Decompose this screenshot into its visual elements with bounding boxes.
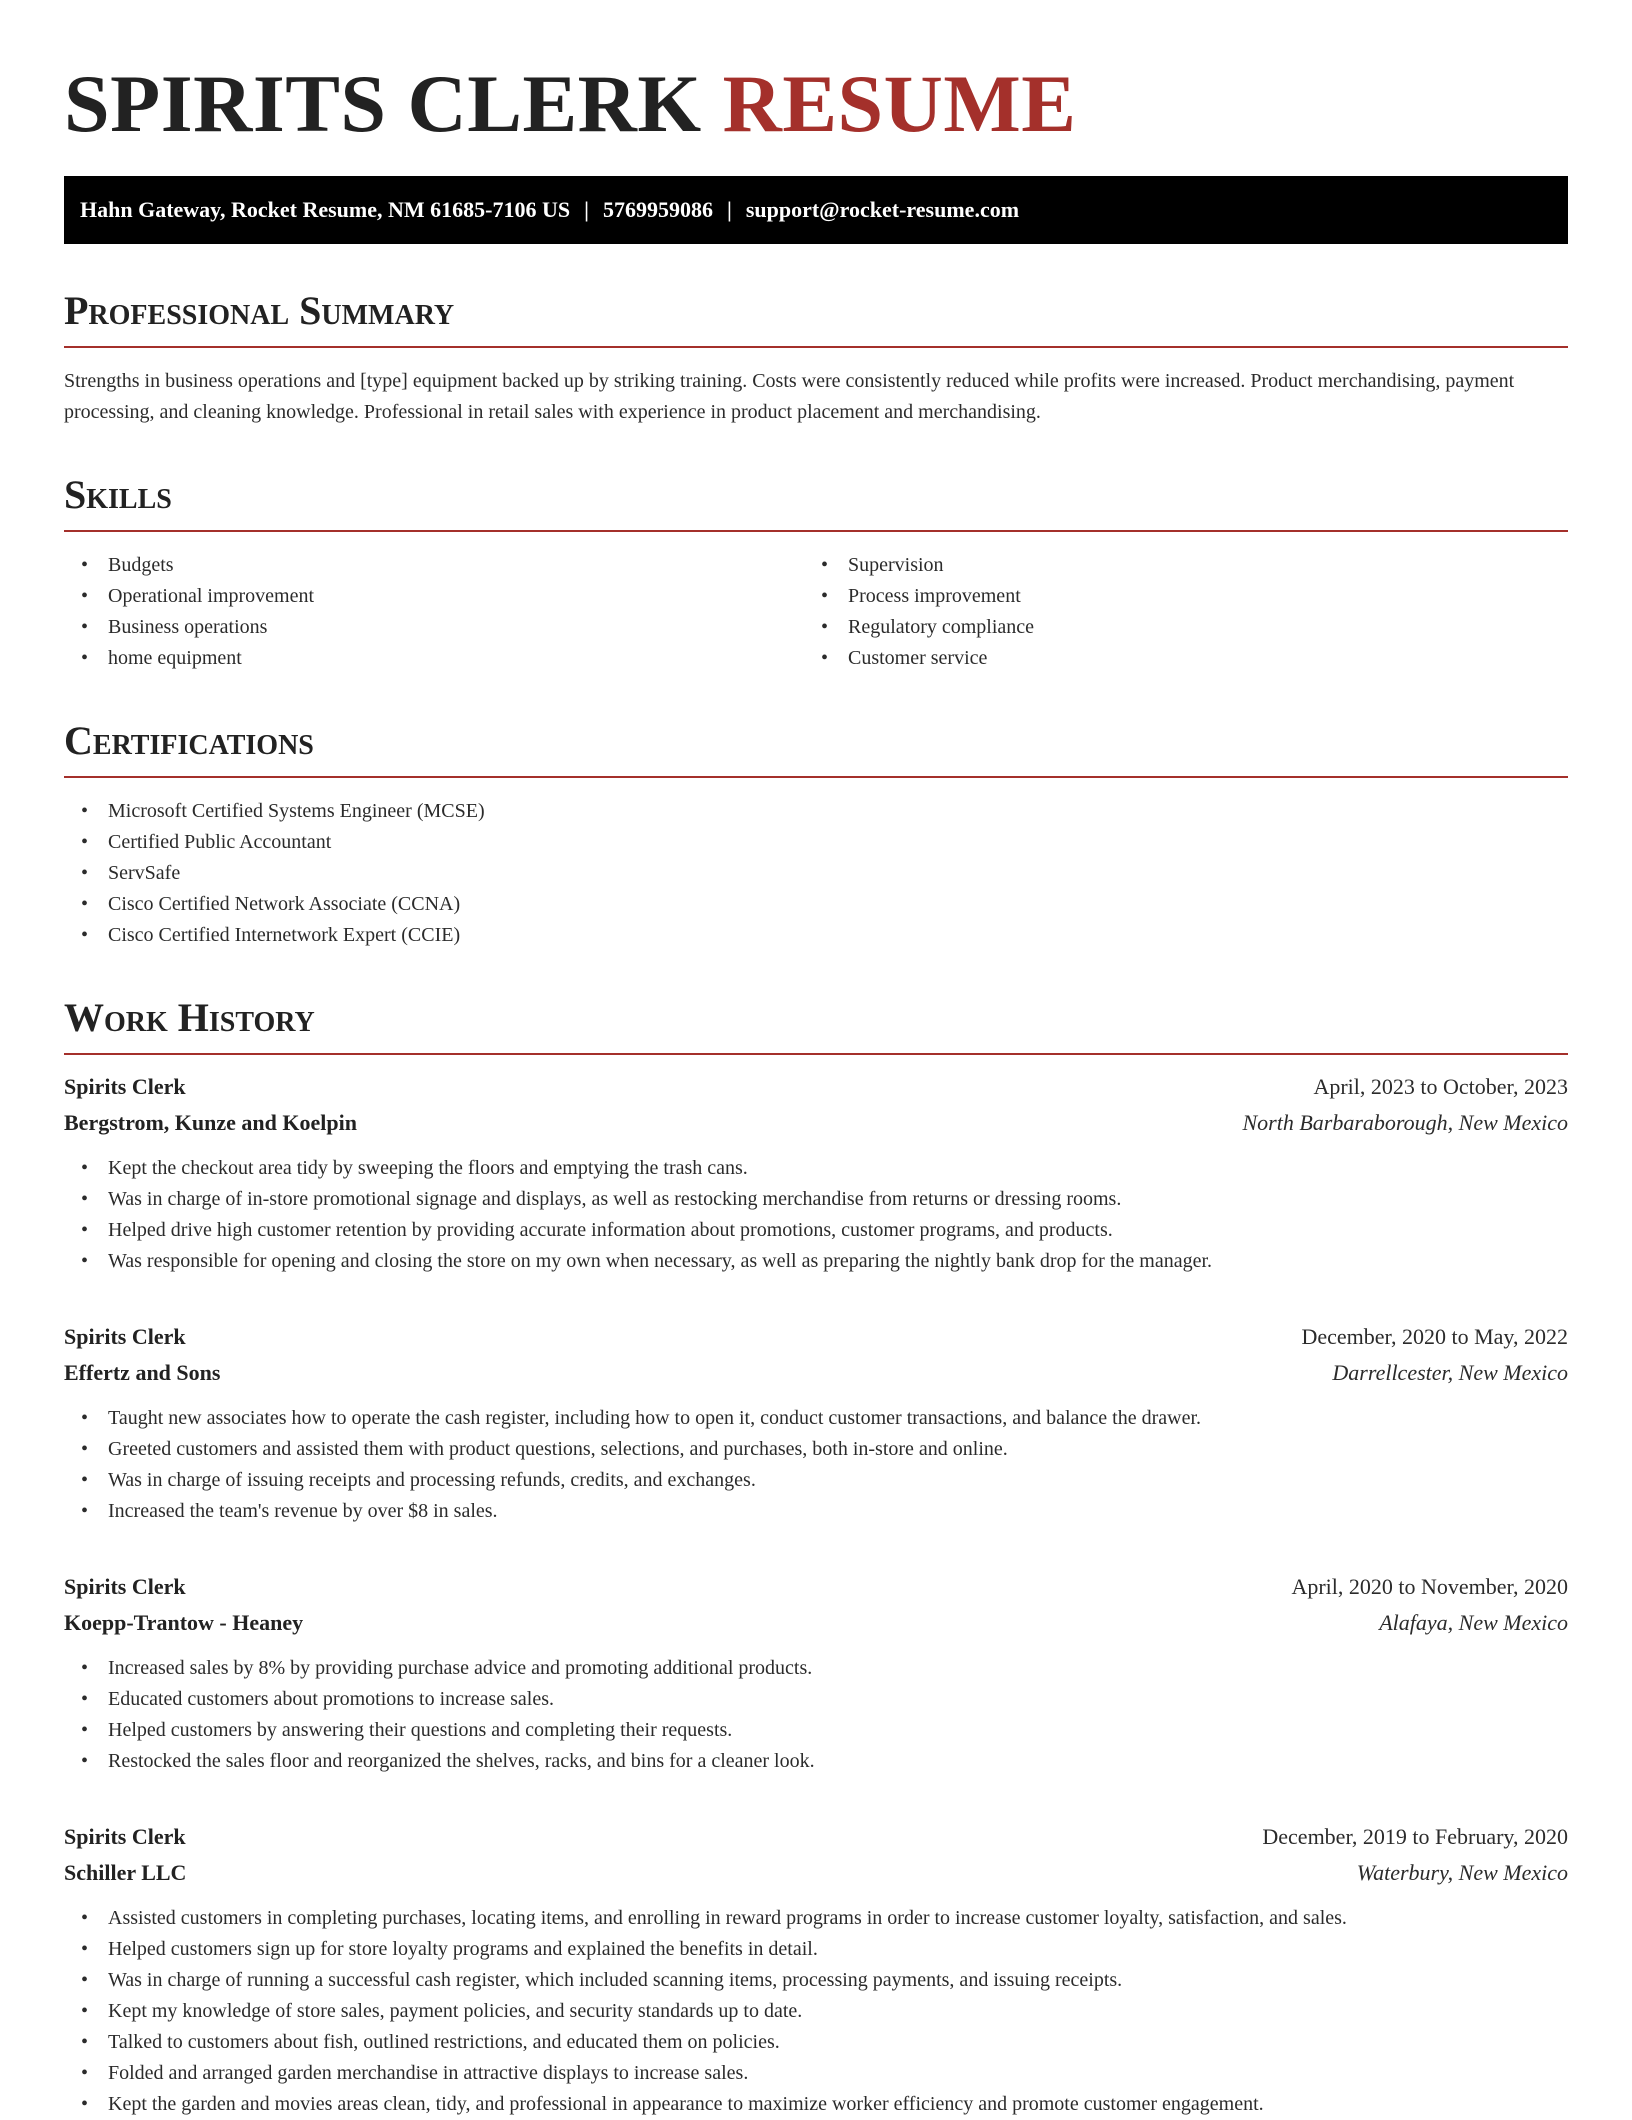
job-duty: • Taught new associates how to operate the cash register, including how to open it, conduct customer transactions, and balance the drawer. <box>64 1403 1568 1434</box>
skills-section <box>64 472 1568 674</box>
skill-item: • Operational improvement <box>64 581 804 612</box>
job-duty: • Helped customers by answering their questions and completing their requests. <box>64 1715 1568 1746</box>
job-company-row <box>64 1855 1568 1891</box>
certifications-heading: Certifications <box>64 718 1568 778</box>
skill-item: • Process improvement <box>804 581 1544 612</box>
skill-item: • Regulatory compliance <box>804 612 1544 643</box>
job-duty: • Greeted customers and assisted them with product questions, selections, and purchases, both in-store and online. <box>64 1434 1568 1465</box>
job-entry <box>64 1069 1568 1277</box>
job-header-row <box>64 1569 1568 1605</box>
job-duty: • Talked to customers about fish, outlined restrictions, and educated them on policies. <box>64 2027 1568 2058</box>
job-location: Alafaya, New Mexico <box>1379 1610 1568 1635</box>
job-entry <box>64 1819 1568 2120</box>
certification-item: • ServSafe <box>64 858 1568 889</box>
job-location: Waterbury, New Mexico <box>1356 1860 1568 1885</box>
contact-separator: | <box>726 197 732 222</box>
title-main: SPIRITS CLERK <box>64 58 702 149</box>
job-title: Spirits Clerk <box>64 1574 186 1599</box>
certifications-list <box>64 796 1568 951</box>
skill-item: • Supervision <box>804 550 1544 581</box>
job-company: Koepp-Trantow - Heaney <box>64 1610 304 1635</box>
job-entry <box>64 1319 1568 1527</box>
job-header-row <box>64 1069 1568 1105</box>
skill-item: • Business operations <box>64 612 804 643</box>
certification-item: • Cisco Certified Network Associate (CCNA) <box>64 889 1568 920</box>
job-dates: December, 2020 to May, 2022 <box>1301 1324 1568 1349</box>
job-duty: • Assisted customers in completing purchases, locating items, and enrolling in reward programs in order to increase customer loyalty, satisfaction, and sales. <box>64 1903 1568 1934</box>
job-duty: • Was in charge of in-store promotional signage and displays, as well as restocking merchandise from returns or dressing rooms. <box>64 1184 1568 1215</box>
job-location: Darrellcester, New Mexico <box>1332 1360 1568 1385</box>
job-company-row <box>64 1355 1568 1391</box>
job-duties-list <box>64 1903 1568 2120</box>
job-dates: April, 2023 to October, 2023 <box>1313 1074 1568 1099</box>
job-duty: • Restocked the sales floor and reorganized the shelves, racks, and bins for a cleaner look. <box>64 1746 1568 1777</box>
job-title: Spirits Clerk <box>64 1824 186 1849</box>
skill-item: • Customer service <box>804 643 1544 674</box>
summary-heading: Professional Summary <box>64 288 1568 348</box>
skills-heading: Skills <box>64 472 1568 532</box>
title-accent: RESUME <box>722 58 1077 149</box>
job-title: Spirits Clerk <box>64 1074 186 1099</box>
skills-list-left <box>64 550 804 674</box>
contact-address: Hahn Gateway, Rocket Resume, NM 61685-7106 US <box>80 197 571 222</box>
skill-item: • Budgets <box>64 550 804 581</box>
certifications-section <box>64 718 1568 951</box>
job-dates: April, 2020 to November, 2020 <box>1291 1574 1568 1599</box>
resume-page <box>64 0 1568 2120</box>
job-duty: • Kept the garden and movies areas clean, tidy, and professional in appearance to maximize worker efficiency and promote customer engagement. <box>64 2089 1568 2120</box>
job-duty: • Was in charge of issuing receipts and processing refunds, credits, and exchanges. <box>64 1465 1568 1496</box>
contact-separator: | <box>584 197 589 222</box>
work-history-section <box>64 995 1568 2120</box>
certification-item: • Cisco Certified Internetwork Expert (CCIE) <box>64 920 1568 951</box>
job-entry <box>64 1569 1568 1777</box>
certification-item: • Certified Public Accountant <box>64 827 1568 858</box>
job-company: Schiller LLC <box>64 1860 187 1885</box>
skill-item: • home equipment <box>64 643 804 674</box>
job-header-row <box>64 1319 1568 1355</box>
job-duty: • Kept my knowledge of store sales, payment policies, and security standards up to date. <box>64 1996 1568 2027</box>
certification-item: • Microsoft Certified Systems Engineer (MCSE) <box>64 796 1568 827</box>
skills-grid <box>64 550 1568 674</box>
job-duty: • Was in charge of running a successful cash register, which included scanning items, processing payments, and issuing receipts. <box>64 1965 1568 1996</box>
job-location: North Barbaraborough, New Mexico <box>1242 1110 1568 1135</box>
job-duty: • Was responsible for opening and closing the store on my own when necessary, as well as preparing the nightly bank drop for the manager. <box>64 1246 1568 1277</box>
job-duty: • Kept the checkout area tidy by sweeping the floors and emptying the trash cans. <box>64 1153 1568 1184</box>
job-duties-list <box>64 1403 1568 1527</box>
job-company-row <box>64 1105 1568 1141</box>
contact-email: support@rocket-resume.com <box>745 197 1020 222</box>
contact-phone: 5769959086 <box>602 197 713 222</box>
job-company: Bergstrom, Kunze and Koelpin <box>64 1110 357 1135</box>
summary-section <box>64 288 1568 428</box>
job-title: Spirits Clerk <box>64 1324 186 1349</box>
job-dates: December, 2019 to February, 2020 <box>1262 1824 1568 1849</box>
job-header-row <box>64 1819 1568 1855</box>
job-duty: • Increased sales by 8% by providing purchase advice and promoting additional products. <box>64 1653 1568 1684</box>
job-duties-list <box>64 1653 1568 1777</box>
skills-list-right <box>804 550 1544 674</box>
job-duty: • Increased the team's revenue by over $8 in sales. <box>64 1496 1568 1527</box>
job-company: Effertz and Sons <box>64 1360 221 1385</box>
job-duty: • Folded and arranged garden merchandise in attractive displays to increase sales. <box>64 2058 1568 2089</box>
job-duty: • Educated customers about promotions to increase sales. <box>64 1684 1568 1715</box>
job-duty: • Helped drive high customer retention by providing accurate information about promotions, customer programs, and products. <box>64 1215 1568 1246</box>
job-duties-list <box>64 1153 1568 1277</box>
resume-title <box>64 0 1568 150</box>
job-company-row <box>64 1605 1568 1641</box>
work-history-heading: Work History <box>64 995 1568 1055</box>
contact-bar <box>64 176 1568 244</box>
job-duty: • Helped customers sign up for store loyalty programs and explained the benefits in detail. <box>64 1934 1568 1965</box>
summary-text: Strengths in business operations and [type] equipment backed up by striking training. Costs were consistently reduced while profits were increased. Product merchandising, payment processing, and cleaning knowledge. Professional in retail sales with experience in product placement and merchandising. <box>64 370 1515 423</box>
